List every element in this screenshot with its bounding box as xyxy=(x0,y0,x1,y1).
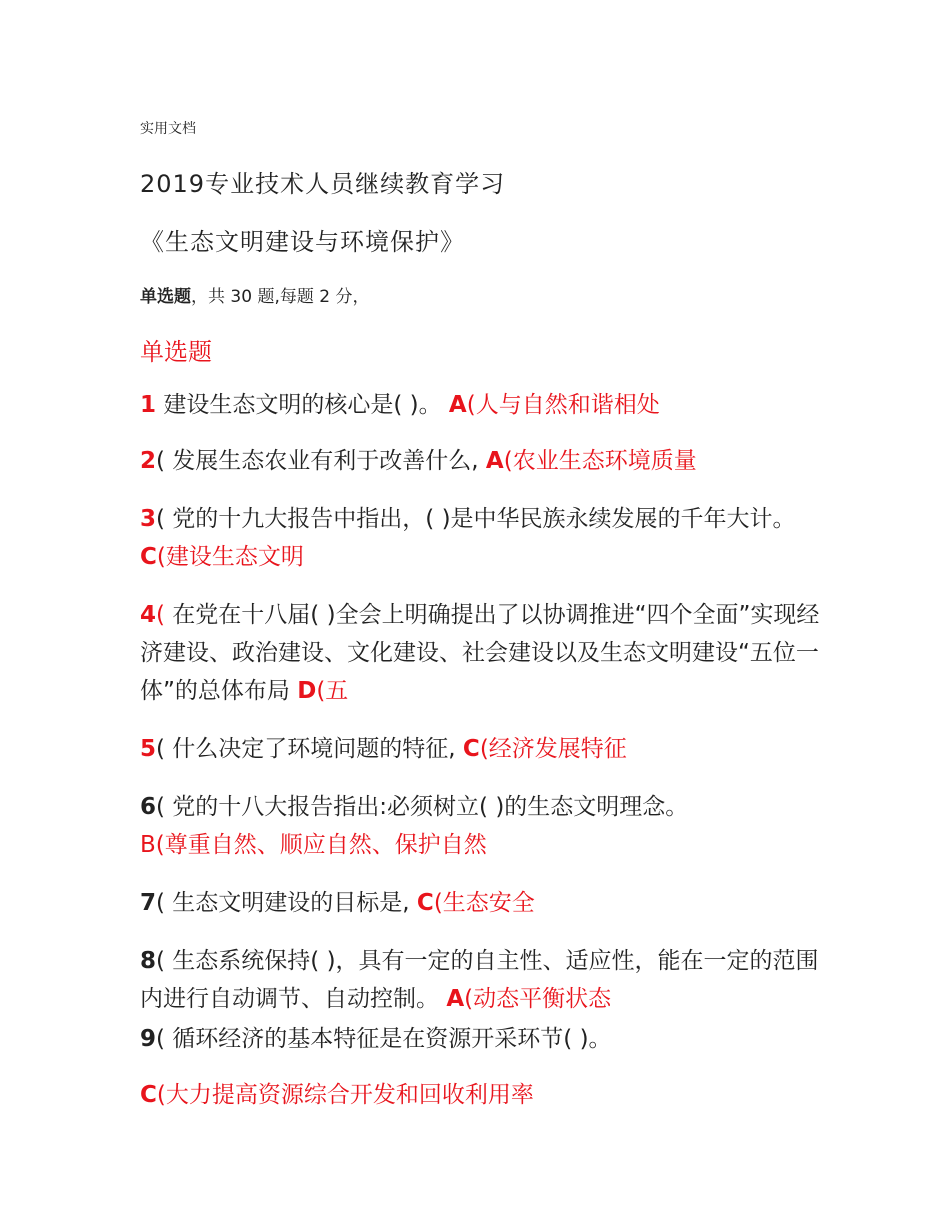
question-text: 建设生态文明的核心是( )。 xyxy=(156,392,449,418)
question-text: ( 党的十九大报告中指出，( )是中华民族永续发展的千年大计。 xyxy=(156,506,803,532)
question-text: ( 发展生态农业有利于改善什么, xyxy=(156,448,486,474)
question-item xyxy=(140,596,820,710)
question-number: 1 xyxy=(140,392,157,418)
question-item xyxy=(140,788,820,864)
question-number: 4 xyxy=(140,602,157,628)
question-number: 2 xyxy=(140,448,157,474)
question-item xyxy=(140,730,820,768)
question-answer: A(农业生态环境质量 xyxy=(485,448,697,474)
document-header: 实用文档 xyxy=(140,121,196,137)
question-number: 3 xyxy=(140,506,157,532)
question-number: 6 xyxy=(140,794,157,820)
question-text: ( 什么决定了环境问题的特征, xyxy=(156,736,463,762)
intro-rest: ，共 30 题,每题 2 分， xyxy=(191,287,370,307)
question-number: 8 xyxy=(140,948,157,974)
question-item xyxy=(140,442,820,480)
question-number: 7 xyxy=(140,890,157,916)
question-answer: A(动态平衡状态 xyxy=(446,986,612,1012)
question-answer-line xyxy=(140,1076,820,1114)
question-text: ( 循环经济的基本特征是在资源开采环节( )。 xyxy=(156,1026,612,1052)
question-answer: C(大力提高资源综合开发和回收利用率 xyxy=(140,1082,534,1108)
section-label: 单选题 xyxy=(140,338,212,366)
question-number: 5 xyxy=(140,736,157,762)
question-item xyxy=(140,884,820,922)
intro-bold: 单选题 xyxy=(140,287,191,307)
question-text: 在党在十八届( )全会上明确提出了以协调推进“四个全面”实现经济建设、政治建设、文化建设、社会建设以及生态文明建设“五位一体”的总体布局 xyxy=(140,602,820,704)
question-text: ( 生态系统保持( )，具有一定的自主性、适应性，能在一定的范围内进行自动调节、自动控制。 xyxy=(140,948,819,1012)
question-item xyxy=(140,1020,820,1058)
question-number: 9 xyxy=(140,1026,157,1052)
exam-intro xyxy=(140,282,369,307)
question-answer: B(尊重自然、顺应自然、保护自然 xyxy=(140,832,487,858)
question-answer: A(人与自然和谐相处 xyxy=(448,392,660,418)
question-text: ( 生态文明建设的目标是, xyxy=(156,890,417,916)
question-text: ( 党的十八大报告指出:必须树立( )的生态文明理念。 xyxy=(156,794,689,820)
question-answer: D(五 xyxy=(297,678,349,704)
question-answer: C(生态安全 xyxy=(416,890,535,916)
document-title: 2019专业技术人员继续教育学习 xyxy=(140,170,506,198)
question-number-suffix: ( xyxy=(156,602,165,628)
document-subtitle: 《生态文明建设与环境保护》 xyxy=(140,228,465,256)
question-item xyxy=(140,942,820,1018)
question-item xyxy=(140,500,820,576)
question-answer: C(经济发展特征 xyxy=(462,736,627,762)
question-answer: C(建设生态文明 xyxy=(140,544,304,570)
question-item xyxy=(140,386,820,424)
